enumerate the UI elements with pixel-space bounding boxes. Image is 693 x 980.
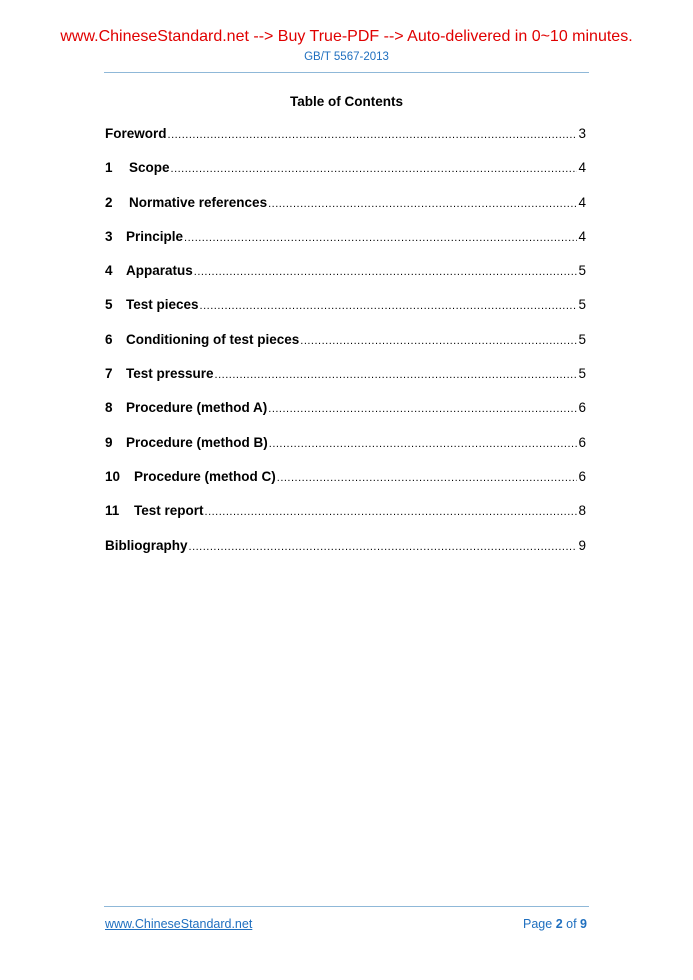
toc-entry-page: 4: [578, 194, 586, 210]
toc-entry[interactable]: [105, 366, 586, 400]
toc-entry[interactable]: [105, 195, 586, 229]
toc-entry-label: Test pressure: [126, 366, 214, 382]
toc-entry-label: Principle: [126, 228, 184, 244]
toc-entry[interactable]: [105, 126, 586, 160]
toc-entry-page: 9: [578, 537, 586, 553]
toc-entry-page: 5: [578, 297, 586, 313]
toc-entry[interactable]: [105, 469, 586, 503]
toc-entry[interactable]: [105, 538, 586, 572]
toc-entry-label: Procedure (method A): [126, 400, 268, 416]
toc-leader-dots: [268, 198, 577, 210]
page-total: 9: [580, 917, 587, 931]
footer-divider: [104, 906, 589, 907]
toc-entry-page: 8: [578, 503, 586, 519]
toc-leader-dots: [171, 163, 578, 175]
toc-leader-dots: [168, 129, 578, 141]
toc-entry-label: Test report: [134, 503, 204, 519]
toc-leader-dots: [300, 335, 577, 347]
toc-entry-label: Conditioning of test pieces: [126, 331, 300, 347]
toc-entry[interactable]: [105, 400, 586, 434]
toc-entry-page: 6: [578, 468, 586, 484]
toc-entry-number: 3: [105, 228, 113, 244]
toc-leader-dots: [200, 300, 578, 312]
toc-entry-label: Test pieces: [126, 297, 199, 313]
toc-title: Table of Contents: [290, 94, 403, 109]
toc-entry-number: 2: [105, 194, 113, 210]
toc-entry-page: 4: [578, 228, 586, 244]
toc-entry-label: Apparatus: [126, 263, 193, 279]
toc-entry-number: 11: [105, 503, 120, 519]
promo-banner[interactable]: www.ChineseStandard.net --> Buy True-PDF --> Auto-delivered in 0~10 minutes.: [60, 28, 633, 45]
toc-entry-page: 4: [578, 160, 586, 176]
toc-entry-page: 5: [578, 331, 586, 347]
toc-entry-page: 6: [578, 400, 586, 416]
footer-website-link[interactable]: www.ChineseStandard.net: [105, 917, 253, 931]
toc-entry[interactable]: [105, 435, 586, 469]
toc-entry-page: 3: [578, 126, 586, 141]
toc-entry-label: Procedure (method B): [126, 434, 268, 450]
page-indicator: [523, 917, 587, 931]
toc-entry-label: Bibliography: [105, 537, 188, 553]
header-divider: [104, 72, 589, 73]
toc-entry-label: Procedure (method C): [134, 468, 276, 484]
toc-entry[interactable]: [105, 229, 586, 263]
toc-leader-dots: [215, 369, 578, 381]
toc-entry-page: 5: [578, 366, 586, 382]
toc-entry-number: 6: [105, 331, 113, 347]
toc-entry[interactable]: [105, 160, 586, 194]
toc-entry-page: 6: [578, 434, 586, 450]
toc-entry-label: Normative references: [129, 194, 268, 210]
toc-entry-number: 8: [105, 400, 113, 416]
toc-entry-number: 7: [105, 366, 113, 382]
toc-entry-label: Scope: [129, 160, 170, 176]
toc-leader-dots: [189, 541, 578, 553]
toc-entry-number: 9: [105, 434, 113, 450]
toc-leader-dots: [277, 472, 578, 484]
toc-list: [105, 126, 586, 572]
page-current: 2: [555, 917, 563, 931]
standard-code: GB/T 5567-2013: [304, 51, 389, 63]
toc-entry-number: 4: [105, 263, 113, 279]
page-of: of: [566, 917, 577, 931]
toc-leader-dots: [184, 232, 577, 244]
toc-entry[interactable]: [105, 332, 586, 366]
toc-entry[interactable]: [105, 297, 586, 331]
toc-leader-dots: [268, 403, 577, 415]
toc-leader-dots: [205, 506, 578, 518]
toc-leader-dots: [194, 266, 578, 278]
toc-entry[interactable]: [105, 503, 586, 537]
toc-entry-number: 10: [105, 468, 121, 484]
toc-entry-page: 5: [578, 263, 586, 279]
toc-entry-label: Foreword: [105, 126, 167, 141]
toc-leader-dots: [269, 438, 578, 450]
page-prefix: Page: [523, 917, 553, 931]
toc-entry-number: 5: [105, 297, 113, 313]
toc-entry[interactable]: [105, 263, 586, 297]
toc-entry-number: 1: [105, 160, 113, 176]
